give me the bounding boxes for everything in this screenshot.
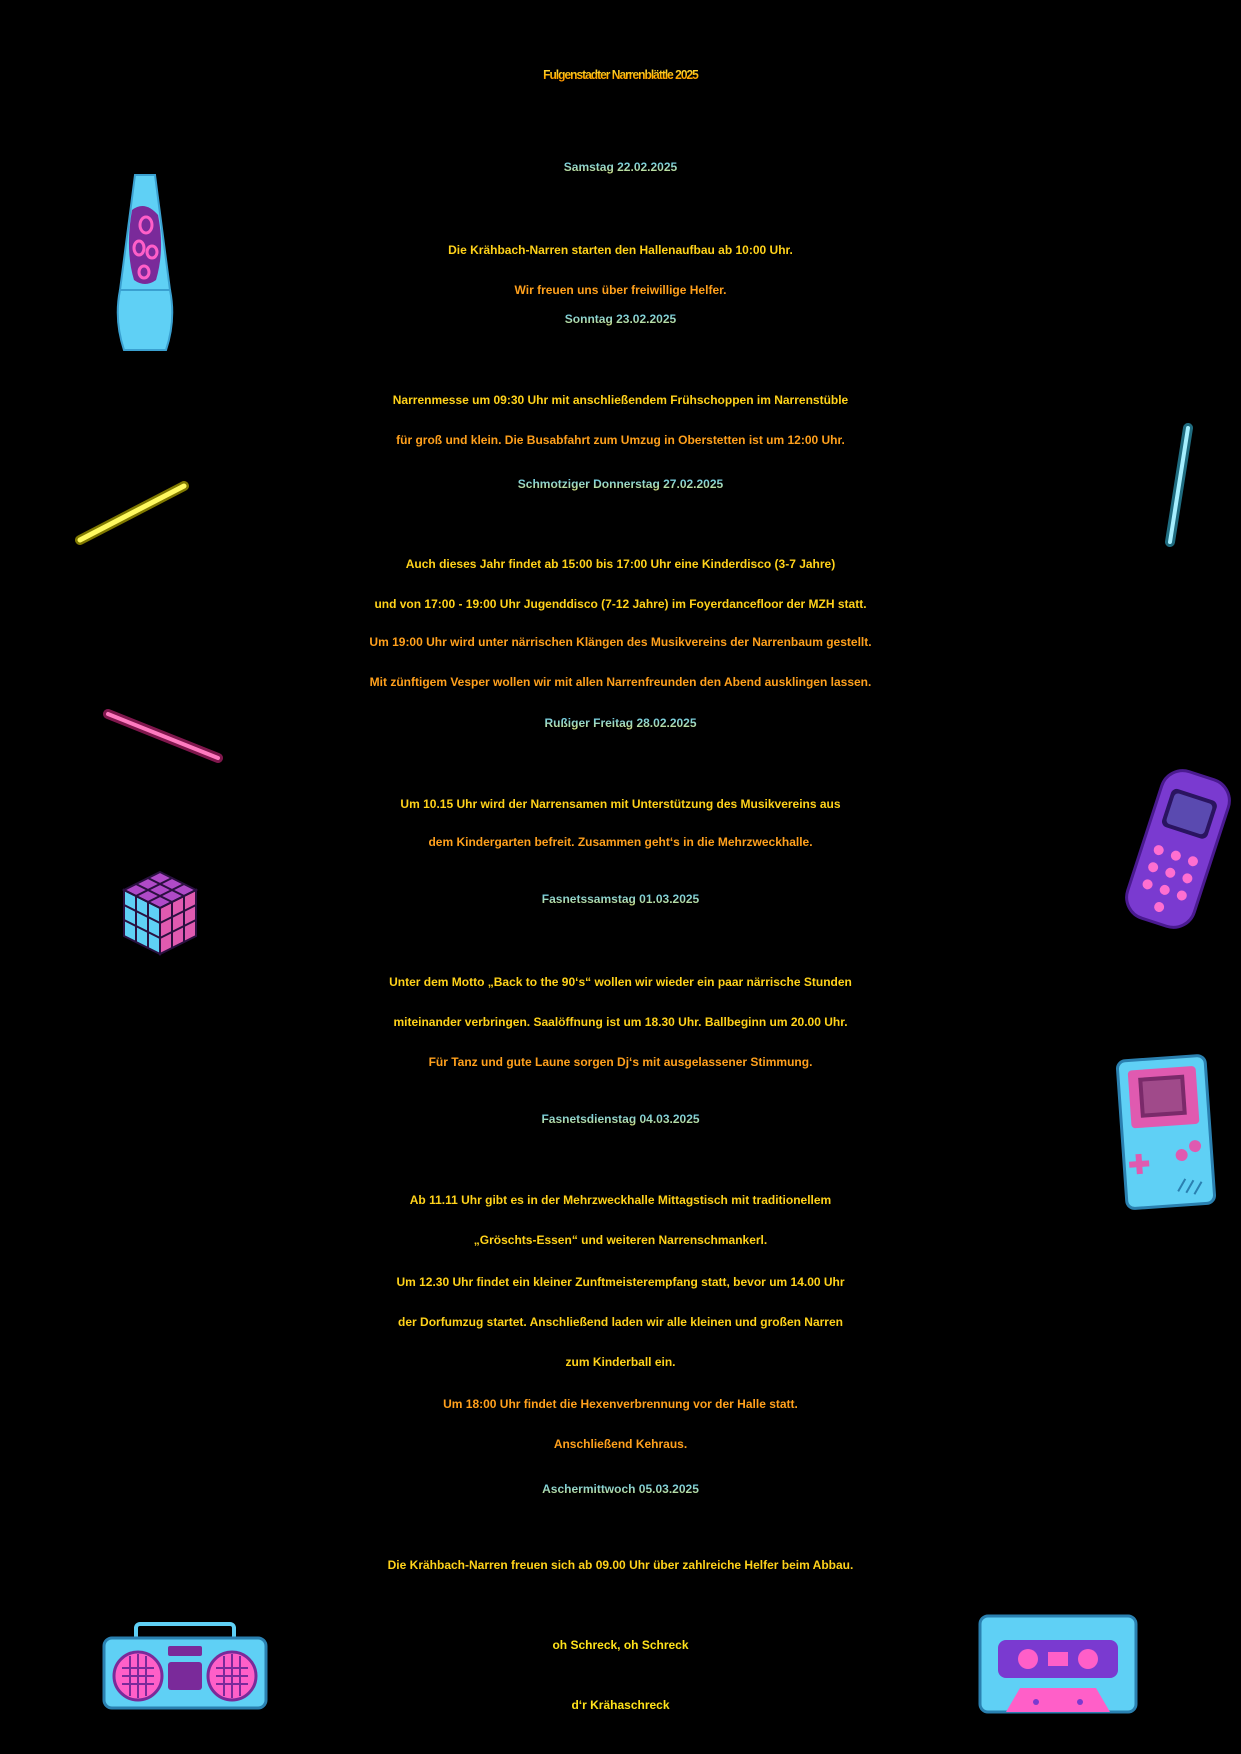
date-heading-fasnetssamstag: Fasnetssamstag 01.03.2025: [0, 892, 1241, 906]
motto-line-1: oh Schreck, oh Schreck: [552, 1638, 689, 1652]
glowstick-icon: [1158, 420, 1198, 550]
text-line: Ab 11.11 Uhr gibt es in der Mehrzweckhalle Mittagstisch mit traditionellem: [409, 1193, 832, 1207]
glowstick-icon: [72, 478, 192, 548]
date-heading-fasnetsdienstag: Fasnetsdienstag 04.03.2025: [0, 1112, 1241, 1126]
text-line: Narrenmesse um 09:30 Uhr mit anschließendem Frühschoppen im Narrenstüble: [392, 393, 849, 407]
text-line: „Gröschts-Essen“ und weiteren Narrenschmankerl.: [473, 1233, 768, 1247]
rubiks-cube-icon: [120, 868, 200, 958]
date-heading-schmotziger-donnerstag: Schmotziger Donnerstag 27.02.2025: [0, 477, 1241, 491]
date-heading-samstag: Samstag 22.02.2025: [0, 160, 1241, 174]
boombox-icon: [100, 1620, 270, 1712]
text-line: und von 17:00 - 19:00 Uhr Jugenddisco (7-12 Jahre) im Foyerdancefloor der MZH statt.: [374, 597, 867, 611]
text-line: Um 19:00 Uhr wird unter närrischen Klängen des Musikvereins der Narrenbaum gestellt.: [369, 635, 872, 649]
text-line: Anschließend Kehraus.: [553, 1437, 688, 1451]
text-line: der Dorfumzug startet. Anschließend laden wir alle kleinen und großen Narren: [398, 1315, 843, 1329]
text-line: Die Krähbach-Narren starten den Hallenaufbau ab 10:00 Uhr.: [448, 243, 793, 257]
text-line: für groß und klein. Die Busabfahrt zum Umzug in Oberstetten ist um 12:00 Uhr.: [396, 433, 845, 447]
text-line: Auch dieses Jahr findet ab 15:00 bis 17:00 Uhr eine Kinderdisco (3-7 Jahre): [405, 557, 836, 571]
date-heading-russiger-freitag: Rußiger Freitag 28.02.2025: [0, 716, 1241, 730]
motto-line-2: d‘r Krähaschreck: [571, 1698, 670, 1712]
text-line: Die Krähbach-Narren freuen sich ab 09.00 Uhr über zahlreiche Helfer beim Abbau.: [387, 1558, 854, 1572]
text-line: Wir freuen uns über freiwillige Helfer.: [514, 283, 727, 297]
text-line: Um 18:00 Uhr findet die Hexenverbrennung vor der Halle statt.: [443, 1397, 798, 1411]
date-heading-sonntag: Sonntag 23.02.2025: [0, 312, 1241, 326]
text-line: miteinander verbringen. Saalöffnung ist um 18.30 Uhr. Ballbeginn um 20.00 Uhr.: [393, 1015, 848, 1029]
text-line: Unter dem Motto „Back to the 90‘s“ wollen wir wieder ein paar närrische Stunden: [389, 975, 852, 989]
lava-lamp-icon: [110, 170, 180, 360]
text-line: dem Kindergarten befreit. Zusammen geht‘s in die Mehrzweckhalle.: [428, 835, 813, 849]
text-line: Für Tanz und gute Laune sorgen Dj‘s mit ausgelassener Stimmung.: [428, 1055, 813, 1069]
game-boy-icon: [1112, 1052, 1222, 1212]
date-heading-aschermittwoch: Aschermittwoch 05.03.2025: [0, 1482, 1241, 1496]
page-title: Fulgenstadter Narrenblättle 2025: [0, 68, 1241, 83]
text-line: Mit zünftigem Vesper wollen wir mit allen Narrenfreunden den Abend ausklingen lassen.: [369, 675, 872, 689]
glowstick-icon: [100, 706, 226, 766]
text-line: Um 12.30 Uhr findet ein kleiner Zunftmeisterempfang statt, bevor um 14.00 Uhr: [396, 1275, 845, 1289]
text-line: Um 10.15 Uhr wird der Narrensamen mit Unterstützung des Musikvereins aus: [400, 797, 841, 811]
text-line: zum Kinderball ein.: [565, 1355, 676, 1369]
cassette-icon: [976, 1612, 1140, 1716]
mobile-phone-icon: [1118, 764, 1238, 934]
